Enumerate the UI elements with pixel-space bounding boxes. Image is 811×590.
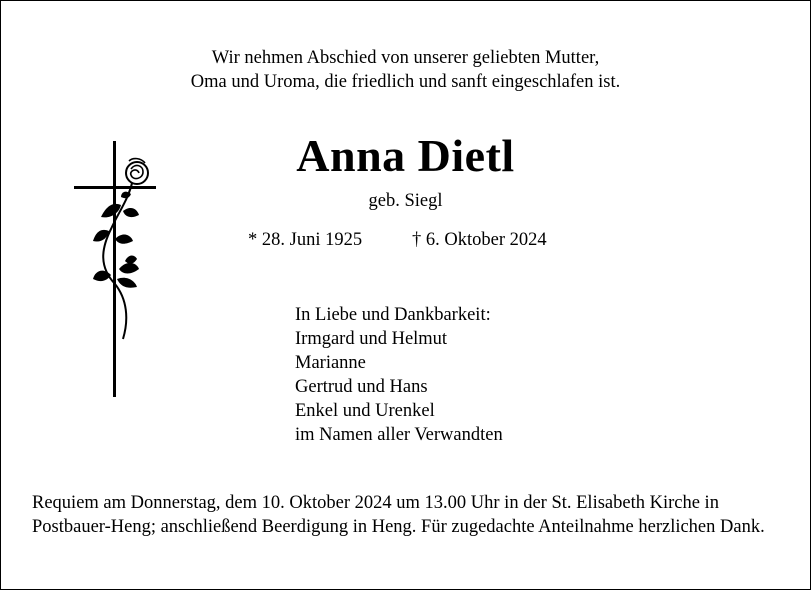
service-info: Requiem am Donnerstag, dem 10. Oktober 2024 um 13.00 Uhr in der St. Elisabeth Kirche in Postbauer-Heng; anschließend Beerdigung in Heng. Für zugedachte Anteilnahme herzlichen Dank.: [32, 493, 765, 537]
mourners-heading: In Liebe und Dankbarkeit:: [295, 305, 491, 325]
mourner-line: Gertrud und Hans: [295, 377, 428, 397]
intro-text: [1, 46, 810, 94]
mourner-line: Irmgard und Helmut: [295, 329, 448, 349]
mourner-line: im Namen aller Verwandten: [295, 425, 503, 445]
intro-line-2: Oma und Uroma, die friedlich und sanft eingeschlafen ist.: [190, 72, 621, 92]
maiden-name: geb. Siegl: [368, 191, 443, 211]
mourners-list: [295, 303, 503, 447]
death-date: † 6. Oktober 2024: [412, 230, 547, 250]
mourner-line: Marianne: [295, 353, 366, 373]
deceased-name: Anna Dietl: [296, 130, 515, 181]
birth-date: * 28. Juni 1925: [248, 230, 363, 250]
mourner-line: Enkel und Urenkel: [295, 401, 435, 421]
intro-line-1: Wir nehmen Abschied von unserer geliebten Mutter,: [211, 48, 600, 68]
